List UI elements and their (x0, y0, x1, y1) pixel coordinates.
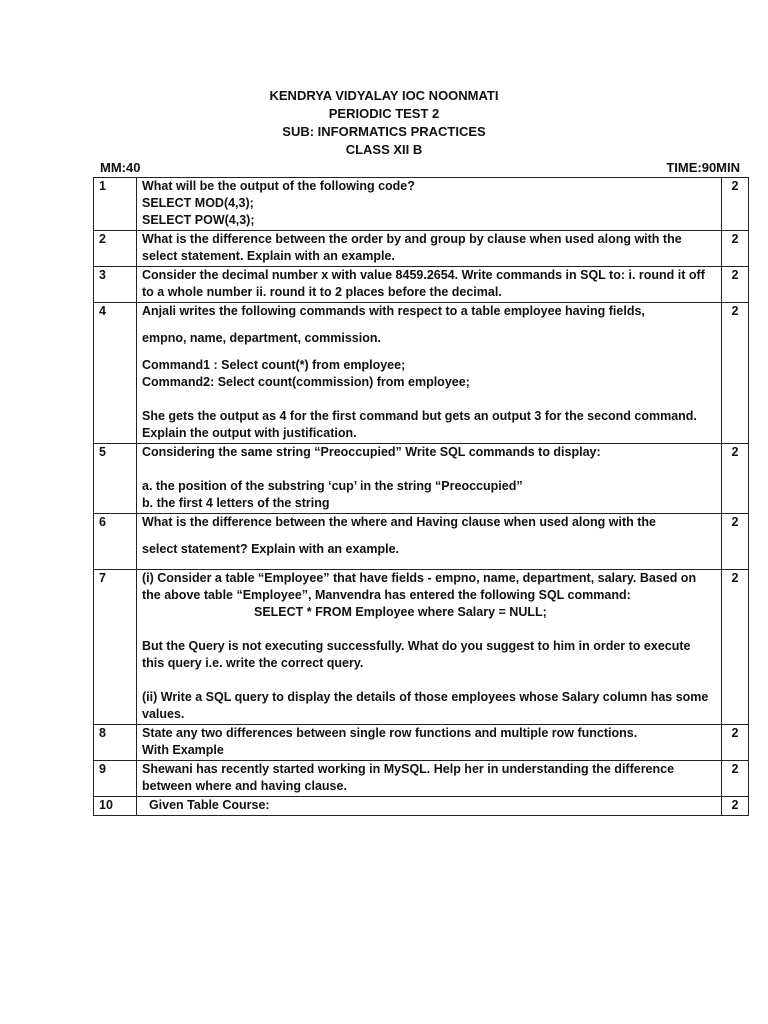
question-row-1 (94, 178, 749, 231)
question-marks: 2 (722, 444, 749, 514)
question-line: Consider the decimal number x with value 8459.2654. Write commands in SQL to: i. round it off to a whole number ii. round it to 2 places before the decimal. (142, 268, 705, 299)
question-number: 5 (94, 444, 137, 514)
question-text (137, 761, 722, 797)
question-line: Given Table Course: (142, 798, 270, 812)
question-text (137, 725, 722, 761)
subject-name: SUB: INFORMATICS PRACTICES (282, 124, 486, 139)
question-line: SELECT MOD(4,3); (142, 196, 254, 210)
question-line: What is the difference between the where and Having clause when used along with the (142, 515, 656, 529)
question-line: What will be the output of the following code? (142, 179, 415, 193)
question-row-9 (94, 761, 749, 797)
question-text (137, 797, 722, 816)
question-number: 3 (94, 267, 137, 303)
exam-header (0, 87, 768, 159)
max-marks: MM:40 (100, 160, 141, 175)
question-number: 10 (94, 797, 137, 816)
question-text (137, 267, 722, 303)
question-line: a. the position of the substring ‘cup’ in the string “Preoccupied” (142, 479, 523, 493)
question-text (137, 514, 722, 570)
question-line: Considering the same string “Preoccupied” Write SQL commands to display: (142, 445, 601, 459)
question-marks: 2 (722, 514, 749, 570)
question-line: But the Query is not executing successfully. What do you suggest to him in order to execute this query i.e. write the correct query. (142, 639, 691, 670)
question-row-4 (94, 303, 749, 444)
question-text (137, 570, 722, 725)
question-number: 4 (94, 303, 137, 444)
question-number: 7 (94, 570, 137, 725)
exam-time: TIME:90MIN (666, 160, 740, 175)
question-line: She gets the output as 4 for the first command but gets an output 3 for the second command. Explain the output with justification. (142, 409, 697, 440)
exam-meta (100, 159, 740, 177)
question-row-6 (94, 514, 749, 570)
question-row-7 (94, 570, 749, 725)
question-marks: 2 (722, 231, 749, 267)
sql-command: SELECT * FROM Employee where Salary = NULL; (254, 605, 547, 619)
question-line: SELECT POW(4,3); (142, 213, 255, 227)
question-row-8 (94, 725, 749, 761)
question-number: 8 (94, 725, 137, 761)
question-line: With Example (142, 743, 224, 757)
question-marks: 2 (722, 761, 749, 797)
question-line: (ii) Write a SQL query to display the details of those employees whose Salary column has some values. (142, 690, 709, 721)
question-marks: 2 (722, 570, 749, 725)
question-line: Shewani has recently started working in MySQL. Help her in understanding the difference between where and having clause. (142, 762, 675, 793)
question-line: (i) Consider a table “Employee” that have fields - empno, name, department, salary. Based on the above table “Employee”, Manvendra has entered the following SQL command: (142, 571, 697, 602)
questions-table (93, 177, 749, 816)
question-number: 2 (94, 231, 137, 267)
question-row-10 (94, 797, 749, 816)
question-text (137, 303, 722, 444)
question-number: 1 (94, 178, 137, 231)
question-line: Command2: Select count(commission) from employee; (142, 375, 470, 389)
test-name: PERIODIC TEST 2 (328, 106, 440, 121)
question-line: Anjali writes the following commands with respect to a table employee having fields, (142, 304, 645, 318)
question-number: 6 (94, 514, 137, 570)
question-number: 9 (94, 761, 137, 797)
question-marks: 2 (722, 267, 749, 303)
question-text (137, 231, 722, 267)
question-line: empno, name, department, commission. (142, 331, 381, 345)
question-line: select statement? Explain with an example. (142, 542, 400, 556)
class-name: CLASS XII B (345, 142, 423, 157)
question-line: b. the first 4 letters of the string (142, 496, 330, 510)
question-line: Command1 : Select count(*) from employee; (142, 358, 406, 372)
question-line: What is the difference between the order by and group by clause when used along with the select statement. Explain with an example. (142, 232, 682, 263)
question-text (137, 178, 722, 231)
question-row-3 (94, 267, 749, 303)
question-line: State any two differences between single row functions and multiple row functions. (142, 726, 638, 740)
question-row-2 (94, 231, 749, 267)
school-name: KENDRYA VIDYALAY IOC NOONMATI (269, 88, 499, 103)
question-marks: 2 (722, 303, 749, 444)
question-marks: 2 (722, 178, 749, 231)
question-marks: 2 (722, 797, 749, 816)
question-row-5 (94, 444, 749, 514)
question-marks: 2 (722, 725, 749, 761)
question-text (137, 444, 722, 514)
